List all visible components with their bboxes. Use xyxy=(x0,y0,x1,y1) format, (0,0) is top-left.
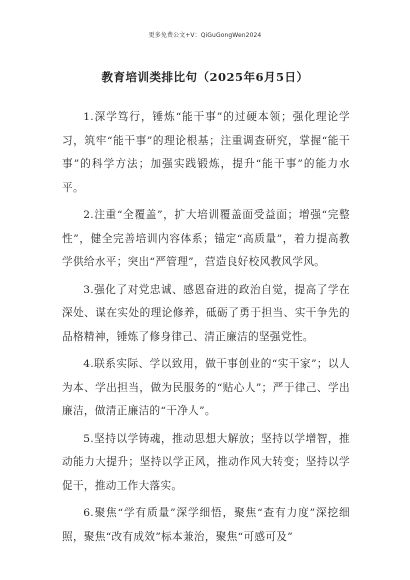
paragraph-4: 4.联系实际、学以致用，做干事创业的“实干家”；以人为本、学出担当，做为民服务的“贴心人”；严于律己、学出廉洁，做清正廉洁的“干净人”。 xyxy=(62,358,350,417)
paragraph-6: 6.聚焦“学有质量”深学细悟，聚焦“查有力度”深挖细照，聚焦“改有成效”标本兼治，聚焦“可感可及” xyxy=(62,507,350,543)
paragraph-1: 1.深学笃行，锤炼“能干事”的过硬本领；强化理论学习，筑牢“能干事”的理论根基；注重调查研究，掌握“能干事”的科学方法；加强实践锻炼，提升“能干事”的能力水平。 xyxy=(62,111,350,194)
document-body xyxy=(62,106,350,553)
header-note: 更多免费公文+V：QiGuGongWen2024 xyxy=(148,32,262,39)
paragraph-3: 3.强化了对党忠诚、感恩奋进的政治自觉，提高了学在深处、谋在实处的理论修养，砥砺了勇于担当、实干争先的品格精神，锤炼了修身律己、清正廉洁的坚强党性。 xyxy=(62,283,350,343)
paragraph-5: 5.坚持以学铸魂，推动思想大解放；坚持以学增智，推动能力大提升；坚持以学正风，推动作风大转变；坚持以学促干，推动工作大落实。 xyxy=(62,432,350,492)
paragraph-2: 2.注重“全覆盖”，扩大培训覆盖面受益面；增强“完整性”，健全完善培训内容体系；锚定“高质量”，着力提高教学供给水平；突出“严管理”，营造良好校风教风学风。 xyxy=(62,209,350,268)
document-title: 教育培训类排比句（2025年6月5日） xyxy=(101,70,309,84)
